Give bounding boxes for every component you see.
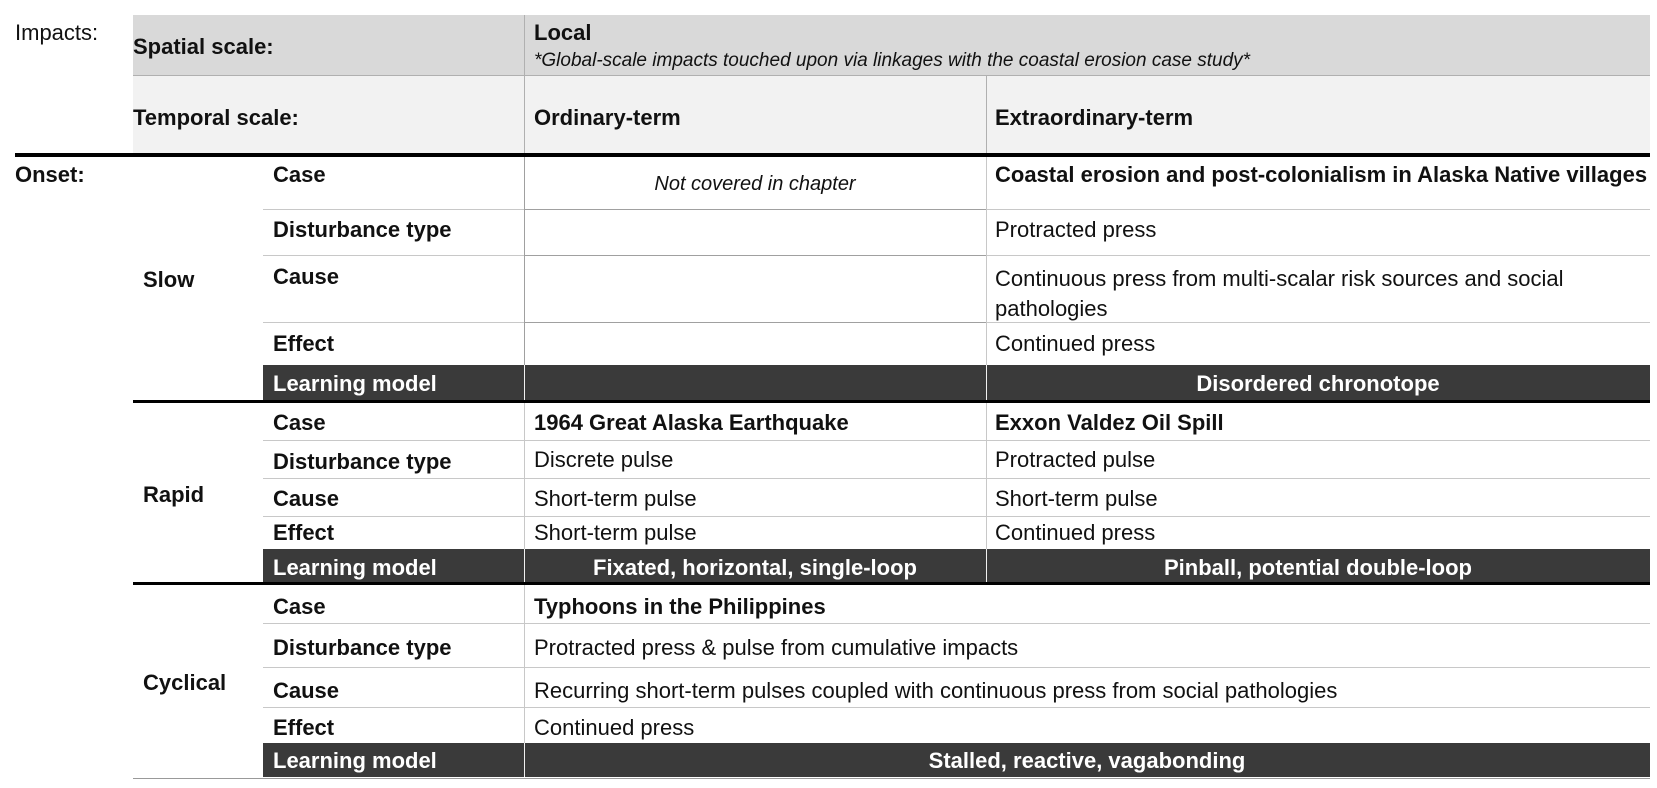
table-bottom-rule (133, 778, 1650, 779)
rapid-extra-disturbance: Protracted pulse (995, 447, 1156, 472)
extraordinary-term-header: Extraordinary-term (995, 105, 1194, 130)
cyclical-cause: Recurring short-term pulses coupled with continuous press from social pathologies (534, 678, 1338, 703)
rapid-extra-cause: Short-term pulse (995, 486, 1158, 511)
cyclical-learning: Stalled, reactive, vagabonding (928, 748, 1246, 773)
cyclical-disturbance-label: Disturbance type (273, 635, 452, 660)
slow-extra-disturbance: Protracted press (995, 217, 1157, 242)
rapid-bottom-rule (133, 582, 1650, 585)
cyclical-row-line-1 (263, 623, 1650, 624)
cyclical-onset-label: Cyclical (143, 670, 227, 695)
rapid-ordinary-learning: Fixated, horizontal, single-loop (593, 555, 917, 580)
rapid-extra-learning: Pinball, potential double-loop (1164, 555, 1472, 580)
rapid-ordinary-disturbance: Discrete pulse (534, 447, 674, 472)
cyclical-case-label: Case (273, 594, 326, 619)
slow-onset-label: Slow (143, 267, 195, 292)
rapid-extra-effect: Continued press (995, 520, 1156, 545)
slow-cause-label: Cause (273, 264, 340, 289)
slow-extra-cause: Continuous press from multi-scalar risk sources and social pathologies (995, 266, 1564, 321)
slow-disturbance-label: Disturbance type (273, 217, 452, 242)
cyclical-disturbance: Protracted press & pulse from cumulative impacts (534, 635, 1019, 660)
cyclical-effect: Continued press (534, 715, 695, 740)
temporal-scale-row-bg (133, 76, 1650, 153)
ordinary-term-header: Ordinary-term (534, 105, 681, 130)
header-divider-1 (524, 15, 525, 153)
rapid-effect-label: Effect (273, 520, 335, 545)
rapid-col-divider-1 (524, 403, 525, 549)
slow-extra-effect: Continued press (995, 331, 1156, 356)
slow-extra-case: Coastal erosion and post-colonialism in Alaska Native villages (995, 162, 1648, 187)
rapid-cause-label: Cause (273, 486, 340, 511)
slow-row-line-3b (524, 322, 986, 323)
spatial-scale-value: Local (534, 20, 592, 45)
rapid-learning-label: Learning model (273, 555, 437, 580)
spatial-scale-label: Spatial scale: (133, 34, 274, 59)
rapid-onset-label: Rapid (143, 482, 205, 507)
header-bottom-rule (15, 153, 1650, 157)
cyclical-case: Typhoons in the Philippines (534, 594, 826, 619)
cyclical-row-line-3 (263, 707, 1650, 708)
cyclical-learning-label: Learning model (273, 748, 437, 773)
rapid-row-line-1 (263, 440, 1650, 441)
rapid-row-line-2 (263, 478, 1650, 479)
header-divider-2 (986, 76, 987, 153)
rapid-ordinary-cause: Short-term pulse (534, 486, 697, 511)
slow-case-label: Case (273, 162, 326, 187)
impacts-label: Impacts: (15, 20, 99, 45)
slow-extra-learning: Disordered chronotope (1196, 371, 1440, 396)
slow-bottom-rule (133, 400, 1650, 403)
onset-label: Onset: (15, 162, 85, 187)
slow-ordinary-case: Not covered in chapter (654, 173, 856, 195)
slow-learning-divider-1 (524, 365, 525, 401)
header-row-divider (133, 75, 1650, 76)
slow-effect-label: Effect (273, 331, 335, 356)
slow-row-line-1b (524, 209, 986, 210)
spatial-scale-note: *Global-scale impacts touched upon via linkages with the coastal erosion case study* (534, 50, 1251, 71)
slow-learning-label: Learning model (273, 371, 437, 396)
slow-col-divider-2 (986, 157, 987, 365)
rapid-case-label: Case (273, 410, 326, 435)
rapid-ordinary-case: 1964 Great Alaska Earthquake (534, 410, 849, 435)
rapid-col-divider-2 (986, 403, 987, 549)
temporal-scale-label: Temporal scale: (133, 105, 299, 130)
rapid-row-line-3 (263, 516, 1650, 517)
cyclical-effect-label: Effect (273, 715, 335, 740)
cyclical-row-line-2 (263, 667, 1650, 668)
rapid-ordinary-effect: Short-term pulse (534, 520, 697, 545)
slow-row-line-2b (524, 255, 986, 256)
rapid-disturbance-label: Disturbance type (273, 449, 452, 474)
rapid-extra-case: Exxon Valdez Oil Spill (995, 410, 1224, 435)
cyclical-cause-label: Cause (273, 678, 340, 703)
cyclical-col-divider (524, 585, 525, 743)
